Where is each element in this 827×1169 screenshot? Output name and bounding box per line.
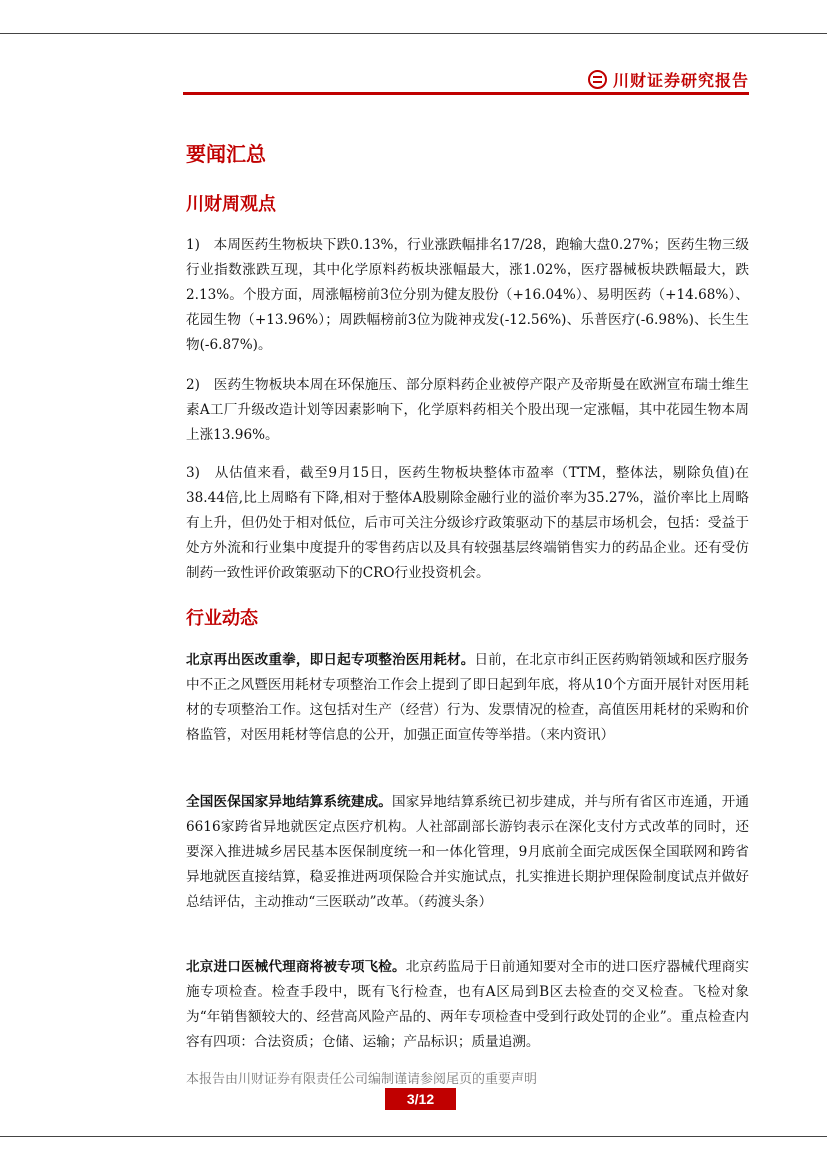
news-item-3: [186, 955, 749, 1055]
chuancai-logo-icon: [588, 70, 607, 89]
news-item-2: [186, 790, 749, 915]
brand: [588, 68, 749, 91]
weekly-view-heading: 川财周观点: [186, 194, 276, 215]
industry-news-heading: 行业动态: [186, 608, 258, 629]
footer-disclaimer: 本报告由川财证券有限责任公司编制谨请参阅尾页的重要声明: [186, 1072, 538, 1087]
section-title: 要闻汇总: [186, 142, 266, 166]
weekly-view-paragraph-2: 2) 医药生物板块本周在环保施压、部分原料药企业被停产限产及帝斯曼在欧洲宣布瑞士维生素A工厂升级改造计划等因素影响下，化学原料药相关个股出现一定涨幅，其中花园生物本周上涨13.96%。: [186, 377, 749, 443]
news-item-2-body: 国家异地结算系统已初步建成，并与所有省区市连通，开通6616家跨省异地就医定点医疗机构。人社部副部长游钧表示在深化支付方式改革的同时，还要深入推进城乡居民基本医保制度统一和一体化管理，9月底前全面完成医保全国联网和跨省异地就医直接结算，稳妥推进两项保险合并实施试点，扎实推进长期护理保险制度试点并做好总结评估，主动推动“三医联动”改革。（药渡头条）: [186, 794, 750, 910]
news-item-1: [186, 648, 749, 748]
report-header: [183, 62, 749, 94]
news-item-2-headline: 全国医保国家异地结算系统建成。: [186, 794, 393, 810]
page-number: 3/12: [385, 1088, 456, 1110]
news-item-3-headline: 北京进口医械代理商将被专项飞检。: [186, 959, 406, 975]
header-divider: [183, 92, 749, 95]
brand-name: 川财证券研究报告: [612, 71, 749, 90]
news-item-3-body: 北京药监局于日前通知要对全市的进口医疗器械代理商实施专项检查。检查手段中，既有飞行检查，也有A区局到B区去检查的交叉检查。飞检对象为“年销售额较大的、经营高风险产品的、两年专项检查中受到行政处罚的企业”。重点检查内容有四项：合法资质；仓储、运输；产品标识；质量追溯。: [186, 959, 750, 1050]
news-item-1-headline: 北京再出医改重拳，即日起专项整治医用耗材。: [186, 652, 475, 668]
weekly-view-paragraph-3: 3) 从估值来看，截至9月15日，医药生物板块整体市盈率（TTM，整体法，剔除负值)在38.44倍,比上周略有下降,相对于整体A股剔除金融行业的溢价率为35.27%，溢价率比上周略有上升，但仍处于相对低位，后市可关注分级诊疗政策驱动下的基层市场机会，包括：受益于处方外流和行业集中度提升的零售药店以及具有较强基层终端销售实力的药品企业。还有受仿制药一致性评价政策驱动下的CRO行业投资机会。: [186, 465, 749, 581]
weekly-view-paragraph-1: 1) 本周医药生物板块下跌0.13%，行业涨跌幅排名17/28，跑输大盘0.27%；医药生物三级行业指数涨跌互现，其中化学原料药板块涨幅最大，涨1.02%，医疗器械板块跌幅最大，跌2.13%。个股方面，周涨幅榜前3位分别为健友股份（+16.04%）、易明医药（+14.68%）、花园生物（+13.96%）；周跌幅榜前3位为陇神戎发(-12.56%)、乐普医疗(-6.98%)、长生生物(-6.87%)。: [186, 237, 749, 353]
bottom-divider: [0, 1136, 827, 1137]
news-item-1-body: 日前，在北京市纠正医药购销领域和医疗服务中不正之风暨医用耗材专项整治工作会上提到了即日起到年底，将从10个方面开展针对医用耗材的专项整治工作。这包括对生产（经营）行为、发票情况的检查，高值医用耗材的采购和价格监管，对医用耗材等信息的公开，加强正面宣传等举措。（来内资讯）: [186, 652, 749, 743]
top-divider: [0, 33, 827, 34]
